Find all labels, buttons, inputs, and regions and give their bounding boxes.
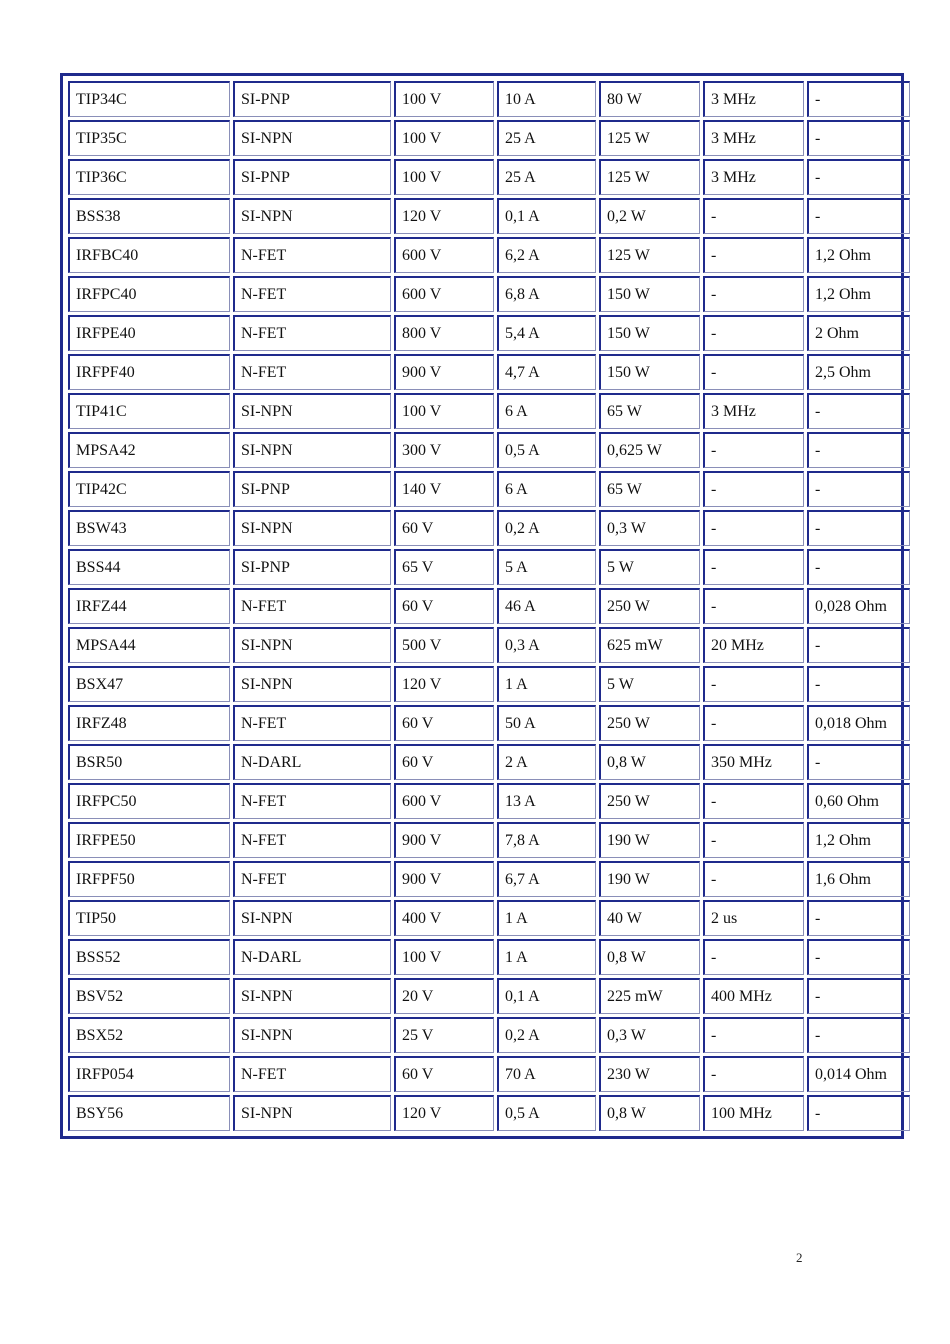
cell-voltage: 600 V xyxy=(394,783,494,819)
cell-power: 65 W xyxy=(599,393,700,429)
cell-part-number: BSW43 xyxy=(68,510,230,546)
table-row xyxy=(68,588,910,624)
cell-frequency: - xyxy=(703,237,804,273)
table-row xyxy=(68,237,910,273)
cell-part-number: TIP41C xyxy=(68,393,230,429)
cell-resistance: - xyxy=(807,666,910,702)
cell-power: 0,3 W xyxy=(599,1017,700,1053)
table-row xyxy=(68,861,910,897)
cell-resistance: - xyxy=(807,939,910,975)
cell-type: SI-NPN xyxy=(233,198,391,234)
cell-power: 5 W xyxy=(599,549,700,585)
cell-type: N-DARL xyxy=(233,744,391,780)
cell-voltage: 900 V xyxy=(394,354,494,390)
cell-resistance: - xyxy=(807,1095,910,1131)
cell-part-number: BSY56 xyxy=(68,1095,230,1131)
cell-power: 0,625 W xyxy=(599,432,700,468)
cell-frequency: 3 MHz xyxy=(703,120,804,156)
cell-current: 1 A xyxy=(497,666,596,702)
cell-voltage: 100 V xyxy=(394,159,494,195)
cell-power: 230 W xyxy=(599,1056,700,1092)
cell-power: 40 W xyxy=(599,900,700,936)
cell-type: N-FET xyxy=(233,1056,391,1092)
cell-current: 0,2 A xyxy=(497,1017,596,1053)
cell-voltage: 900 V xyxy=(394,861,494,897)
cell-frequency: - xyxy=(703,198,804,234)
table-row xyxy=(68,81,910,117)
table-row xyxy=(68,1095,910,1131)
cell-part-number: BSX52 xyxy=(68,1017,230,1053)
cell-resistance: - xyxy=(807,393,910,429)
cell-frequency: - xyxy=(703,822,804,858)
table-row xyxy=(68,1056,910,1092)
cell-part-number: TIP34C xyxy=(68,81,230,117)
table-row xyxy=(68,471,910,507)
cell-resistance: 0,014 Ohm xyxy=(807,1056,910,1092)
cell-power: 150 W xyxy=(599,276,700,312)
cell-part-number: IRFZ44 xyxy=(68,588,230,624)
cell-frequency: 100 MHz xyxy=(703,1095,804,1131)
cell-voltage: 600 V xyxy=(394,276,494,312)
cell-current: 25 A xyxy=(497,120,596,156)
table-row xyxy=(68,744,910,780)
cell-part-number: IRFP054 xyxy=(68,1056,230,1092)
cell-type: SI-PNP xyxy=(233,159,391,195)
cell-part-number: IRFPF40 xyxy=(68,354,230,390)
cell-frequency: - xyxy=(703,705,804,741)
cell-power: 125 W xyxy=(599,159,700,195)
cell-resistance: - xyxy=(807,744,910,780)
cell-type: SI-PNP xyxy=(233,471,391,507)
cell-power: 65 W xyxy=(599,471,700,507)
cell-resistance: - xyxy=(807,627,910,663)
cell-resistance: 1,2 Ohm xyxy=(807,276,910,312)
cell-frequency: - xyxy=(703,939,804,975)
cell-voltage: 60 V xyxy=(394,1056,494,1092)
cell-type: N-FET xyxy=(233,783,391,819)
cell-resistance: - xyxy=(807,510,910,546)
cell-frequency: - xyxy=(703,1056,804,1092)
cell-frequency: - xyxy=(703,861,804,897)
cell-part-number: IRFBC40 xyxy=(68,237,230,273)
table-row xyxy=(68,198,910,234)
cell-power: 190 W xyxy=(599,822,700,858)
cell-type: SI-NPN xyxy=(233,627,391,663)
cell-current: 2 A xyxy=(497,744,596,780)
cell-part-number: BSV52 xyxy=(68,978,230,1014)
cell-frequency: 2 us xyxy=(703,900,804,936)
cell-voltage: 500 V xyxy=(394,627,494,663)
cell-current: 10 A xyxy=(497,81,596,117)
cell-voltage: 140 V xyxy=(394,471,494,507)
cell-power: 150 W xyxy=(599,315,700,351)
cell-frequency: 3 MHz xyxy=(703,81,804,117)
cell-current: 0,2 A xyxy=(497,510,596,546)
table-row xyxy=(68,120,910,156)
cell-type: N-FET xyxy=(233,315,391,351)
cell-resistance: 1,6 Ohm xyxy=(807,861,910,897)
cell-type: N-FET xyxy=(233,354,391,390)
cell-part-number: TIP50 xyxy=(68,900,230,936)
cell-part-number: BSS38 xyxy=(68,198,230,234)
cell-type: N-FET xyxy=(233,705,391,741)
cell-power: 250 W xyxy=(599,588,700,624)
cell-part-number: IRFPF50 xyxy=(68,861,230,897)
cell-frequency: - xyxy=(703,666,804,702)
cell-resistance: 0,028 Ohm xyxy=(807,588,910,624)
cell-type: SI-NPN xyxy=(233,432,391,468)
cell-current: 6 A xyxy=(497,393,596,429)
cell-frequency: 20 MHz xyxy=(703,627,804,663)
table-row xyxy=(68,900,910,936)
cell-power: 80 W xyxy=(599,81,700,117)
cell-power: 190 W xyxy=(599,861,700,897)
table-row xyxy=(68,510,910,546)
table-row xyxy=(68,627,910,663)
cell-current: 1 A xyxy=(497,939,596,975)
cell-voltage: 100 V xyxy=(394,393,494,429)
cell-resistance: - xyxy=(807,471,910,507)
cell-voltage: 120 V xyxy=(394,1095,494,1131)
cell-power: 0,3 W xyxy=(599,510,700,546)
table-row xyxy=(68,315,910,351)
cell-current: 5 A xyxy=(497,549,596,585)
cell-type: SI-PNP xyxy=(233,549,391,585)
cell-type: SI-NPN xyxy=(233,978,391,1014)
cell-part-number: IRFZ48 xyxy=(68,705,230,741)
cell-part-number: IRFPC40 xyxy=(68,276,230,312)
cell-current: 13 A xyxy=(497,783,596,819)
cell-voltage: 20 V xyxy=(394,978,494,1014)
cell-type: N-FET xyxy=(233,588,391,624)
cell-voltage: 120 V xyxy=(394,666,494,702)
cell-frequency: - xyxy=(703,510,804,546)
cell-part-number: IRFPE50 xyxy=(68,822,230,858)
cell-resistance: 0,018 Ohm xyxy=(807,705,910,741)
cell-resistance: - xyxy=(807,120,910,156)
table-row xyxy=(68,159,910,195)
cell-type: N-FET xyxy=(233,276,391,312)
cell-resistance: - xyxy=(807,549,910,585)
cell-resistance: 2 Ohm xyxy=(807,315,910,351)
cell-current: 0,1 A xyxy=(497,978,596,1014)
cell-current: 5,4 A xyxy=(497,315,596,351)
cell-current: 0,5 A xyxy=(497,1095,596,1131)
cell-part-number: TIP42C xyxy=(68,471,230,507)
cell-frequency: - xyxy=(703,432,804,468)
cell-type: SI-NPN xyxy=(233,900,391,936)
cell-resistance: - xyxy=(807,159,910,195)
cell-frequency: - xyxy=(703,276,804,312)
cell-resistance: - xyxy=(807,81,910,117)
cell-part-number: TIP36C xyxy=(68,159,230,195)
cell-resistance: - xyxy=(807,1017,910,1053)
cell-voltage: 60 V xyxy=(394,510,494,546)
cell-type: N-DARL xyxy=(233,939,391,975)
cell-type: SI-NPN xyxy=(233,120,391,156)
table-row xyxy=(68,1017,910,1053)
cell-power: 625 mW xyxy=(599,627,700,663)
cell-voltage: 60 V xyxy=(394,588,494,624)
cell-power: 0,8 W xyxy=(599,1095,700,1131)
cell-power: 150 W xyxy=(599,354,700,390)
cell-power: 0,8 W xyxy=(599,939,700,975)
table-row xyxy=(68,978,910,1014)
cell-power: 0,2 W xyxy=(599,198,700,234)
cell-frequency: - xyxy=(703,315,804,351)
cell-current: 1 A xyxy=(497,900,596,936)
cell-resistance: - xyxy=(807,432,910,468)
cell-type: N-FET xyxy=(233,237,391,273)
table-row xyxy=(68,549,910,585)
cell-frequency: - xyxy=(703,471,804,507)
cell-frequency: 350 MHz xyxy=(703,744,804,780)
table-row xyxy=(68,822,910,858)
cell-frequency: 3 MHz xyxy=(703,159,804,195)
cell-frequency: - xyxy=(703,1017,804,1053)
cell-type: N-FET xyxy=(233,861,391,897)
cell-part-number: TIP35C xyxy=(68,120,230,156)
cell-voltage: 60 V xyxy=(394,705,494,741)
cell-resistance: - xyxy=(807,900,910,936)
cell-current: 7,8 A xyxy=(497,822,596,858)
cell-resistance: 1,2 Ohm xyxy=(807,237,910,273)
table-row xyxy=(68,393,910,429)
cell-part-number: IRFPE40 xyxy=(68,315,230,351)
cell-power: 250 W xyxy=(599,783,700,819)
cell-voltage: 65 V xyxy=(394,549,494,585)
cell-part-number: BSX47 xyxy=(68,666,230,702)
cell-current: 25 A xyxy=(497,159,596,195)
table-row xyxy=(68,783,910,819)
cell-part-number: IRFPC50 xyxy=(68,783,230,819)
table-row xyxy=(68,432,910,468)
cell-power: 0,8 W xyxy=(599,744,700,780)
cell-type: N-FET xyxy=(233,822,391,858)
cell-power: 125 W xyxy=(599,120,700,156)
cell-type: SI-NPN xyxy=(233,510,391,546)
cell-voltage: 800 V xyxy=(394,315,494,351)
cell-part-number: BSS52 xyxy=(68,939,230,975)
cell-resistance: - xyxy=(807,978,910,1014)
transistor-table-frame xyxy=(60,73,904,1139)
cell-frequency: - xyxy=(703,549,804,585)
cell-power: 250 W xyxy=(599,705,700,741)
cell-voltage: 400 V xyxy=(394,900,494,936)
cell-resistance: - xyxy=(807,198,910,234)
table-row xyxy=(68,705,910,741)
cell-current: 50 A xyxy=(497,705,596,741)
cell-power: 125 W xyxy=(599,237,700,273)
cell-frequency: 400 MHz xyxy=(703,978,804,1014)
table-row xyxy=(68,276,910,312)
cell-current: 46 A xyxy=(497,588,596,624)
cell-voltage: 100 V xyxy=(394,81,494,117)
cell-frequency: 3 MHz xyxy=(703,393,804,429)
page-number: 2 xyxy=(796,1250,803,1265)
cell-current: 6,8 A xyxy=(497,276,596,312)
cell-resistance: 1,2 Ohm xyxy=(807,822,910,858)
cell-resistance: 2,5 Ohm xyxy=(807,354,910,390)
cell-voltage: 300 V xyxy=(394,432,494,468)
cell-current: 6,2 A xyxy=(497,237,596,273)
cell-voltage: 120 V xyxy=(394,198,494,234)
cell-current: 0,1 A xyxy=(497,198,596,234)
cell-voltage: 100 V xyxy=(394,939,494,975)
cell-voltage: 900 V xyxy=(394,822,494,858)
table-body xyxy=(68,81,910,1131)
cell-part-number: MPSA44 xyxy=(68,627,230,663)
table-row xyxy=(68,354,910,390)
transistor-table xyxy=(65,78,913,1134)
cell-voltage: 25 V xyxy=(394,1017,494,1053)
cell-power: 5 W xyxy=(599,666,700,702)
cell-voltage: 60 V xyxy=(394,744,494,780)
cell-voltage: 600 V xyxy=(394,237,494,273)
cell-resistance: 0,60 Ohm xyxy=(807,783,910,819)
cell-part-number: BSS44 xyxy=(68,549,230,585)
cell-part-number: MPSA42 xyxy=(68,432,230,468)
cell-current: 6,7 A xyxy=(497,861,596,897)
table-row xyxy=(68,939,910,975)
table-row xyxy=(68,666,910,702)
cell-frequency: - xyxy=(703,588,804,624)
cell-type: SI-NPN xyxy=(233,666,391,702)
cell-type: SI-PNP xyxy=(233,81,391,117)
cell-current: 70 A xyxy=(497,1056,596,1092)
cell-frequency: - xyxy=(703,354,804,390)
cell-frequency: - xyxy=(703,783,804,819)
cell-type: SI-NPN xyxy=(233,1017,391,1053)
cell-type: SI-NPN xyxy=(233,393,391,429)
cell-current: 4,7 A xyxy=(497,354,596,390)
cell-part-number: BSR50 xyxy=(68,744,230,780)
cell-current: 0,3 A xyxy=(497,627,596,663)
cell-current: 0,5 A xyxy=(497,432,596,468)
cell-type: SI-NPN xyxy=(233,1095,391,1131)
cell-current: 6 A xyxy=(497,471,596,507)
cell-voltage: 100 V xyxy=(394,120,494,156)
cell-power: 225 mW xyxy=(599,978,700,1014)
